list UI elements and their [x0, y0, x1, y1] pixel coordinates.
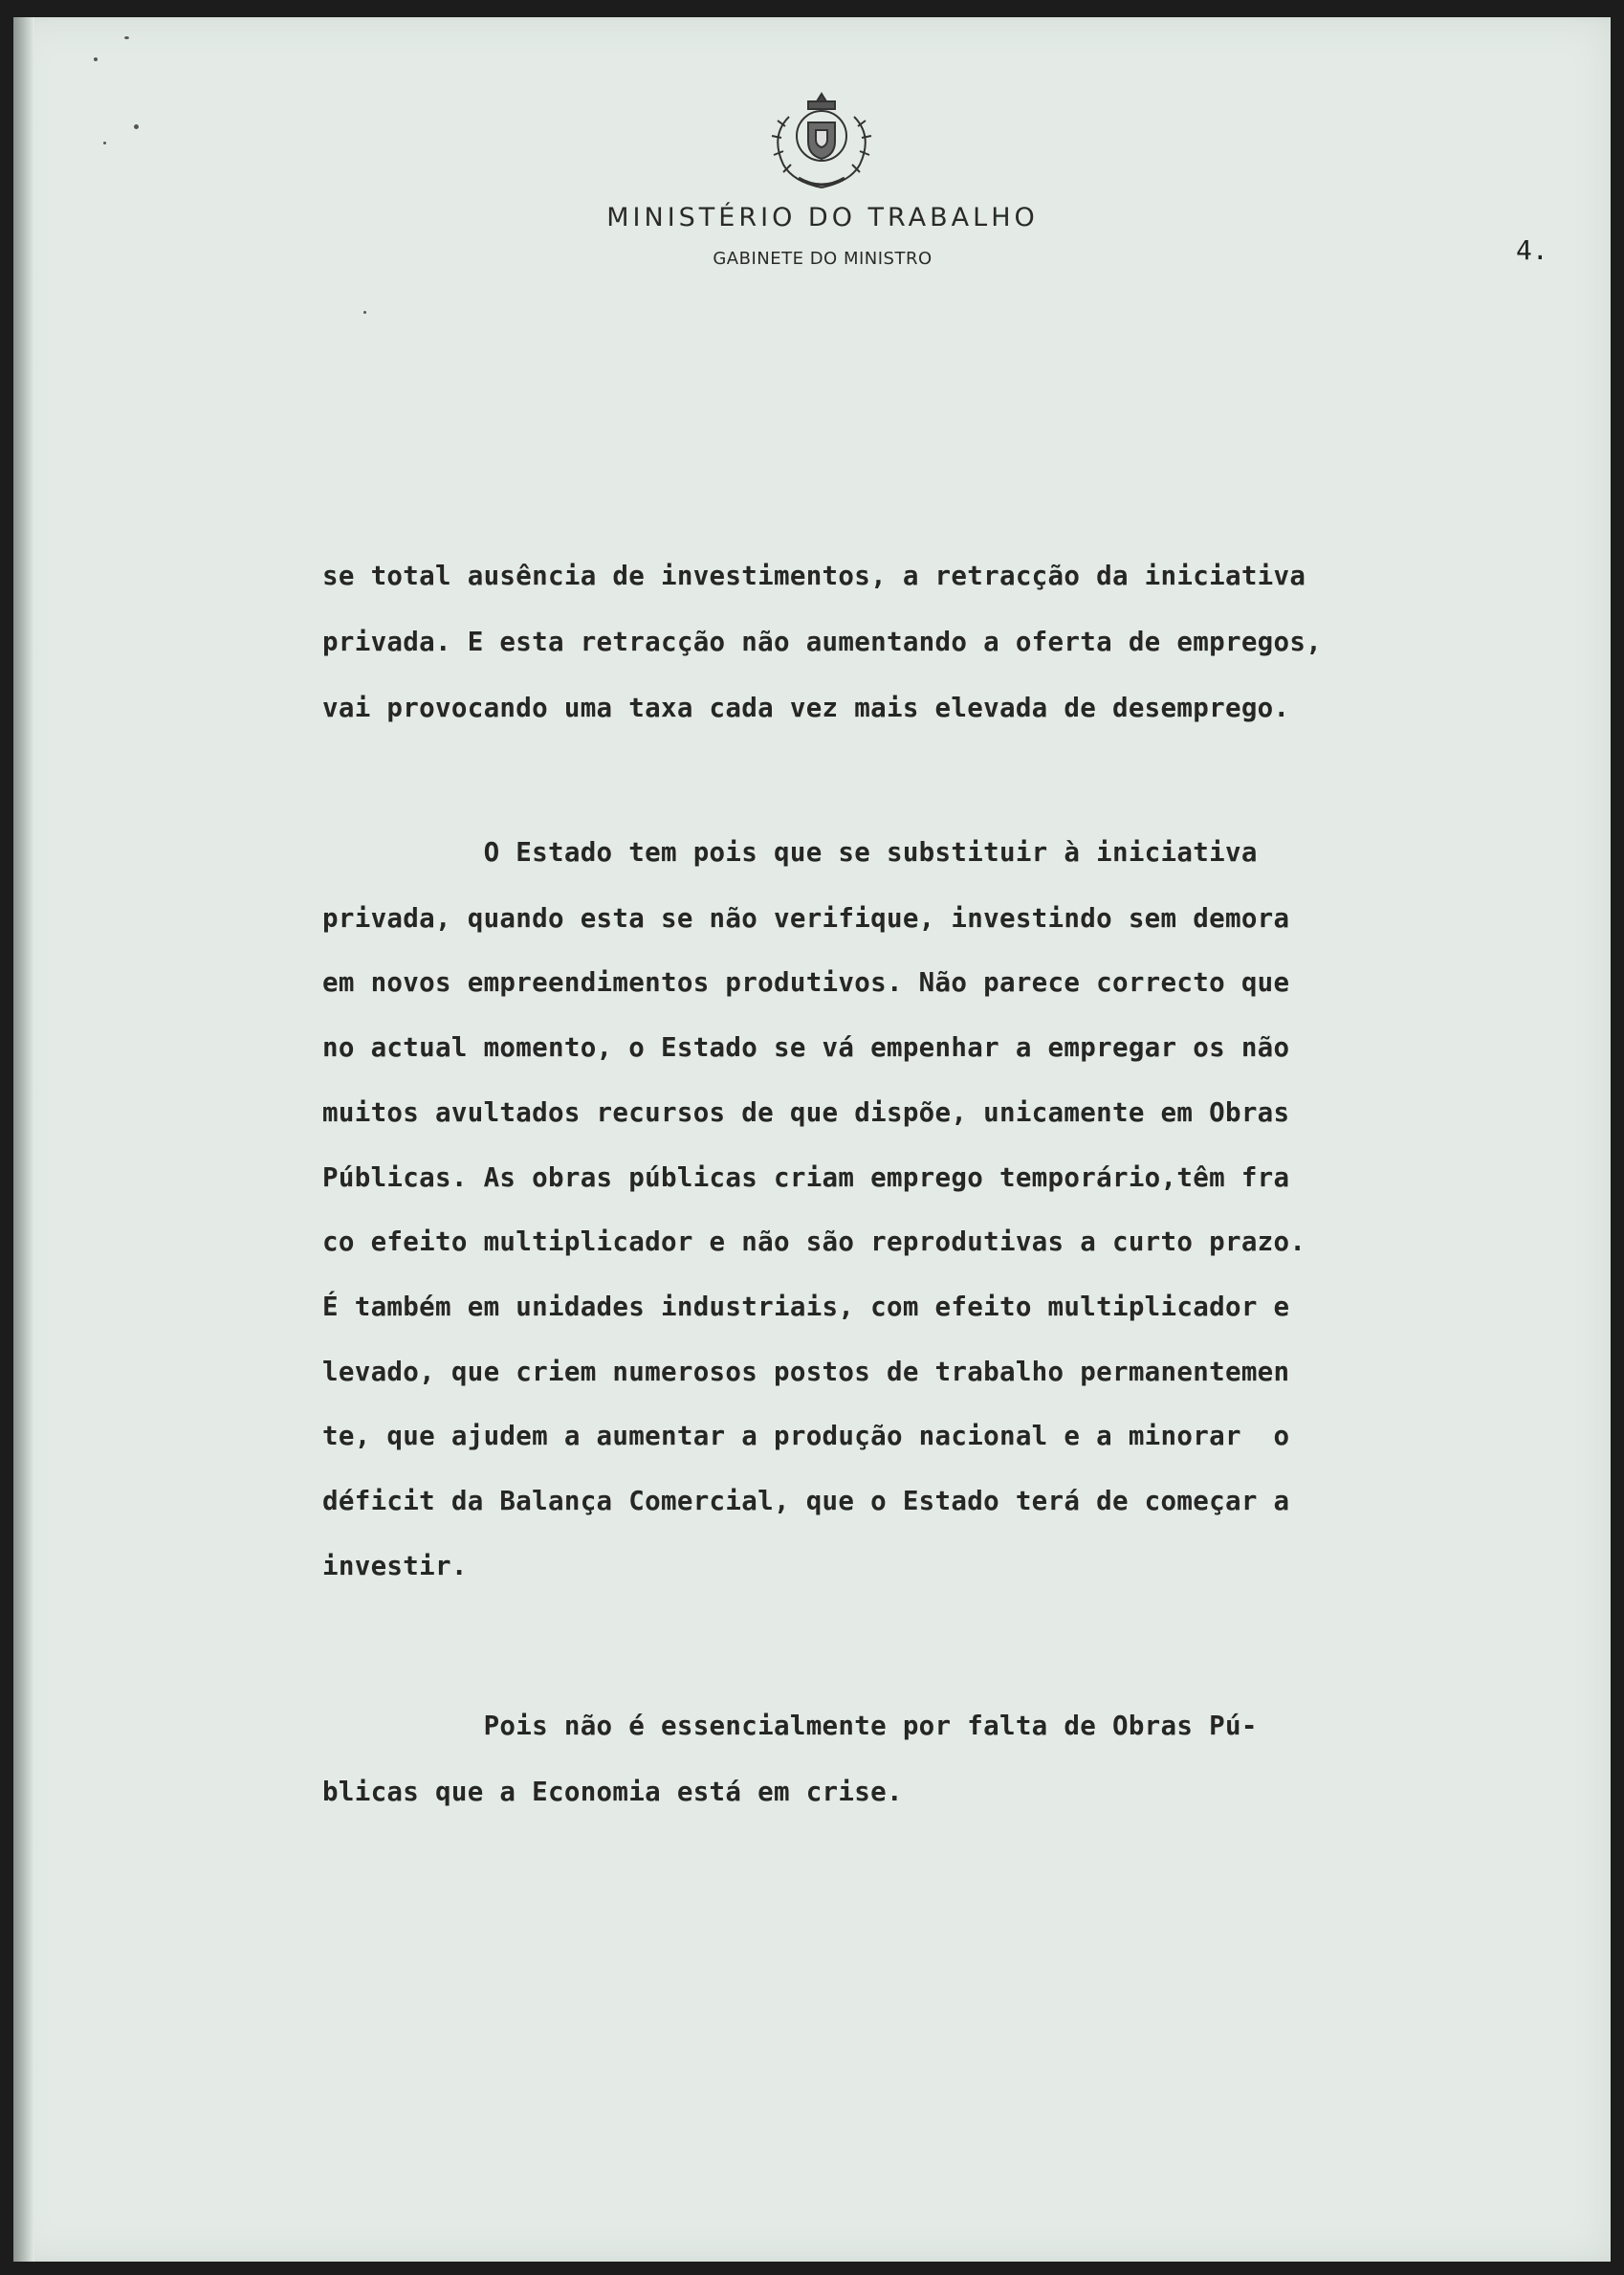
text-line: privada. E esta retracção não aumentando a oferta de empregos,: [322, 627, 1323, 657]
paper-speck: [103, 142, 106, 144]
text-line: Públicas. As obras públicas criam emprego temporário,têm fra: [322, 1162, 1290, 1193]
ministry-title: MINISTÉRIO DO TRABALHO: [606, 203, 1039, 232]
page-number: 4.: [1516, 234, 1548, 266]
text-line: privada, quando esta se não verifique, investindo sem demora: [322, 903, 1290, 934]
text-line: blicas que a Economia está em crise.: [322, 1777, 903, 1807]
text-line: te, que ajudem a aumentar a produção nacional e a minorar o: [322, 1421, 1290, 1451]
text-line: no actual momento, o Estado se vá empenhar a empregar os não: [322, 1032, 1290, 1063]
text-line: muitos avultados recursos de que dispõe, unicamente em Obras: [322, 1097, 1290, 1128]
coat-of-arms-icon: [760, 88, 883, 193]
text-line: se total ausência de investimentos, a retracção da iniciativa: [322, 561, 1306, 591]
text-line: Pois não é essencialmente por falta de Obras Pú-: [322, 1711, 1258, 1741]
page-binding-edge: [13, 17, 34, 2262]
paper-speck: [94, 57, 98, 61]
office-subtitle: GABINETE DO MINISTRO: [713, 249, 933, 269]
text-line: O Estado tem pois que se substituir à iniciativa: [322, 837, 1258, 868]
text-line: vai provocando uma taxa cada vez mais elevada de desemprego.: [322, 693, 1290, 723]
text-line: co efeito multiplicador e não são reprodutivas a curto prazo.: [322, 1226, 1306, 1257]
paper-speck: [134, 124, 139, 129]
paper-speck: [124, 36, 129, 39]
text-line: em novos empreendimentos produtivos. Não parece correcto que: [322, 967, 1290, 998]
paper-sheet: [13, 17, 1611, 2262]
text-line: levado, que criem numerosos postos de trabalho permanentemen: [322, 1357, 1290, 1387]
text-line: déficit da Balança Comercial, que o Estado terá de começar a: [322, 1486, 1290, 1516]
paper-speck: [363, 311, 366, 314]
text-line: investir.: [322, 1551, 468, 1581]
text-line: É também em unidades industriais, com efeito multiplicador e: [322, 1292, 1290, 1322]
